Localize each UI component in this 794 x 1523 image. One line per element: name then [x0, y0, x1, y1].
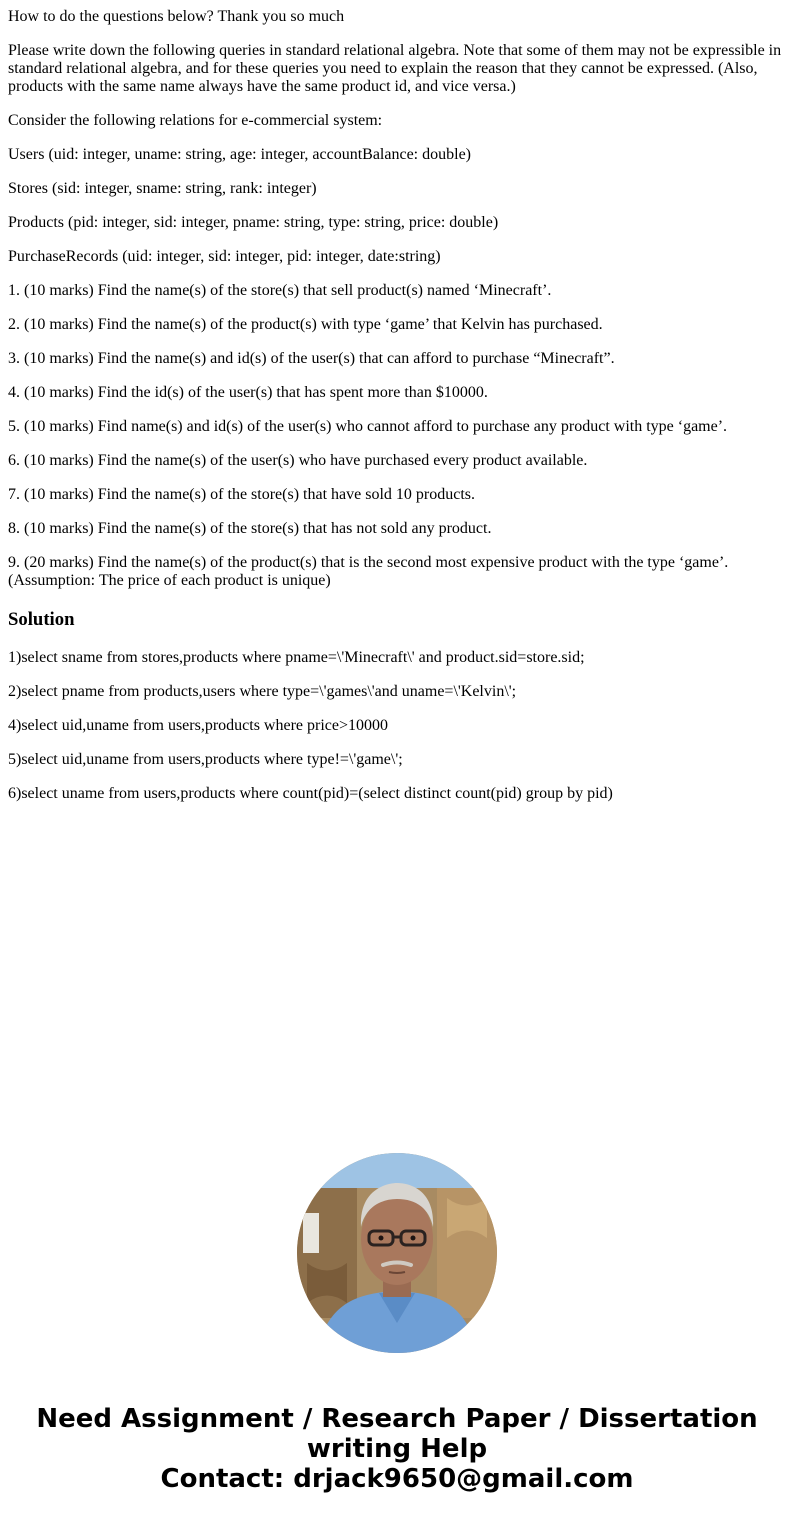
solution-line-1: 1)select sname from stores,products where pname=\'Minecraft\' and product.sid=store.sid; — [8, 649, 585, 666]
promo-line-2: writing Help — [306, 1434, 488, 1464]
question-intro: Please write down the following queries in standard relational algebra. Note that some of them may not be expressible in standard relational algebra, and for these queries you need to explain the reason that they cannot be expressed. (Also, products with the same name always have the same product id, and vice versa.) — [8, 42, 782, 95]
question-item-6: 6. (10 marks) Find the name(s) of the user(s) who have purchased every product available. — [8, 452, 588, 469]
document-content — [8, 0, 786, 819]
question-item-4: 4. (10 marks) Find the id(s) of the user(s) that has spent more than $10000. — [8, 384, 488, 401]
relation-products: Products (pid: integer, sid: integer, pname: string, type: string, price: double) — [8, 214, 499, 231]
relation-stores: Stores (sid: integer, sname: string, rank: integer) — [8, 180, 317, 197]
promo-contact: Contact: drjack9650@gmail.com — [160, 1464, 634, 1494]
solution-line-4: 4)select uid,uname from users,products where price>10000 — [8, 717, 389, 734]
question-item-9: 9. (20 marks) Find the name(s) of the product(s) that is the second most expensive product with the type ‘game’. (Assumption: The price of each product is unique) — [8, 554, 729, 589]
solution-line-5: 5)select uid,uname from users,products where type!=\'game\'; — [8, 751, 403, 768]
promo-line-1: Need Assignment / Research Paper / Dissertation — [36, 1404, 758, 1434]
question-item-7: 7. (10 marks) Find the name(s) of the store(s) that have sold 10 products. — [8, 486, 476, 503]
relations-intro: Consider the following relations for e-commercial system: — [8, 112, 383, 129]
solution-line-2: 2)select pname from products,users where type=\'games\'and uname=\'Kelvin\'; — [8, 683, 517, 700]
question-item-3: 3. (10 marks) Find the name(s) and id(s) of the user(s) that can afford to purchase “Minecraft”. — [8, 350, 615, 367]
question-item-8: 8. (10 marks) Find the name(s) of the store(s) that has not sold any product. — [8, 520, 492, 537]
solution-heading: Solution — [8, 609, 75, 630]
question-title: How to do the questions below? Thank you so much — [8, 8, 345, 25]
author-avatar — [297, 1153, 497, 1353]
promo-banner — [0, 1404, 794, 1494]
question-item-2: 2. (10 marks) Find the name(s) of the product(s) with type ‘game’ that Kelvin has purchased. — [8, 316, 603, 333]
relation-users: Users (uid: integer, uname: string, age: integer, accountBalance: double) — [8, 146, 471, 163]
question-item-5: 5. (10 marks) Find name(s) and id(s) of the user(s) who cannot afford to purchase any product with type ‘game’. — [8, 418, 728, 435]
solution-line-6: 6)select uname from users,products where count(pid)=(select distinct count(pid) group by pid) — [8, 785, 613, 802]
relation-purchase-records: PurchaseRecords (uid: integer, sid: integer, pid: integer, date:string) — [8, 248, 441, 265]
question-item-1: 1. (10 marks) Find the name(s) of the store(s) that sell product(s) named ‘Minecraft’. — [8, 282, 552, 299]
